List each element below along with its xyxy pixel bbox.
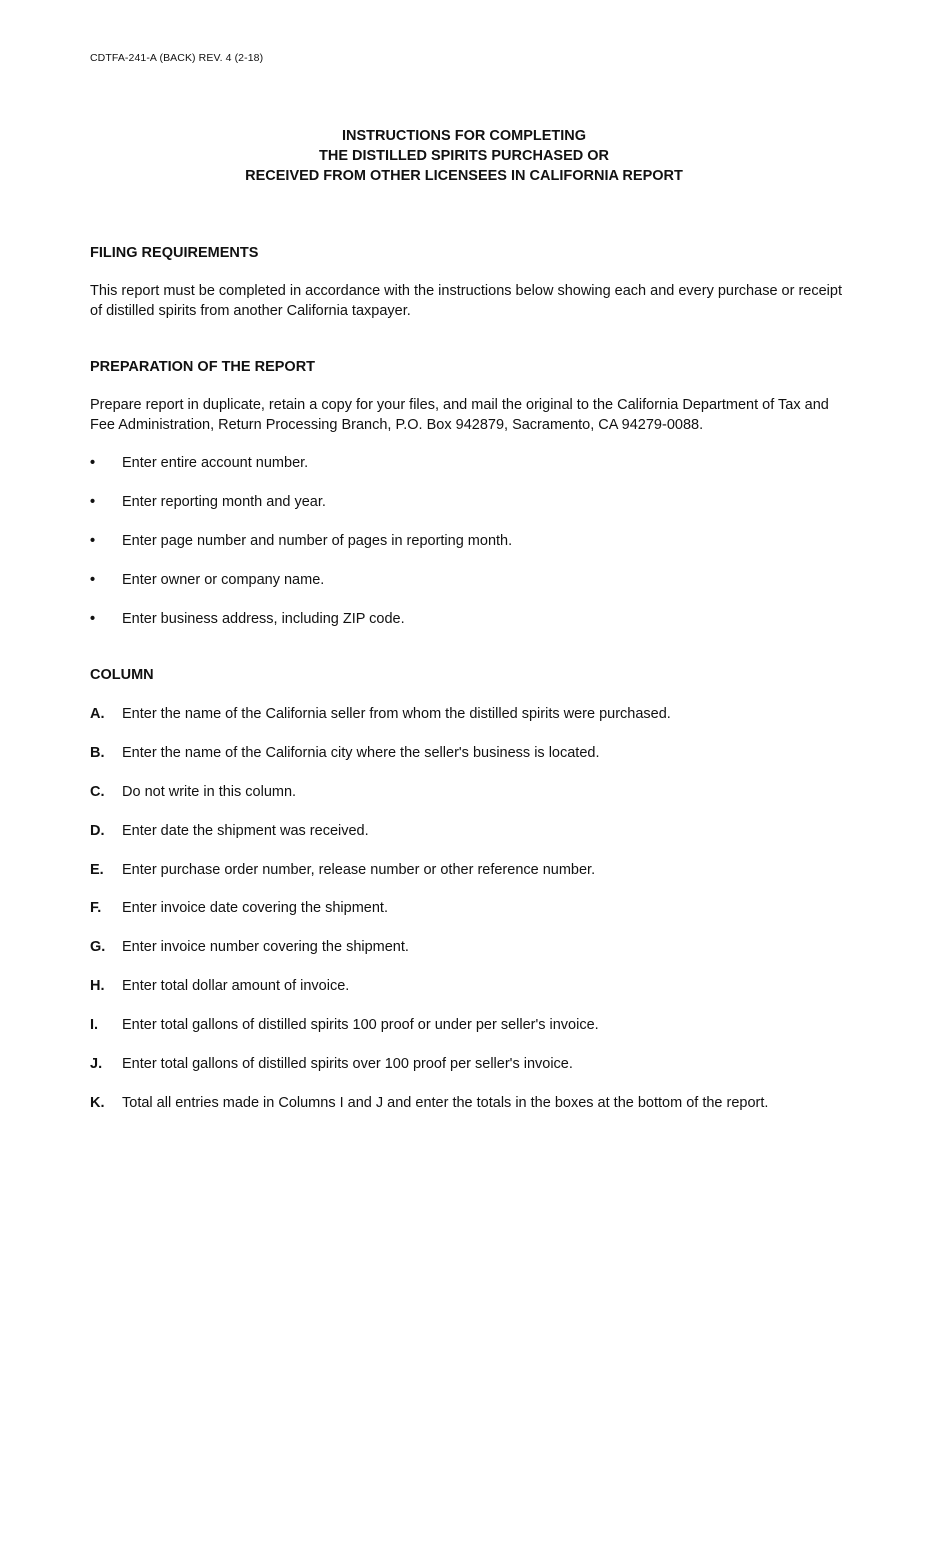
column-item <box>90 937 850 957</box>
bullet-text: Enter page number and number of pages in reporting month. <box>122 533 513 549</box>
bullet-icon: • <box>90 611 96 627</box>
column-letter: A. <box>90 706 105 722</box>
column-letter: D. <box>90 822 105 839</box>
title-line: RECEIVED FROM OTHER LICENSEES IN CALIFORNIA REPORT <box>245 168 683 184</box>
column-section <box>90 665 850 1113</box>
column-item <box>90 821 850 841</box>
filing-requirements-section <box>90 243 850 321</box>
bullet-item <box>90 570 850 590</box>
preparation-bullet-list <box>90 453 850 629</box>
column-letter: E. <box>90 861 104 878</box>
column-text: Enter the name of the California seller from whom the distilled spirits were purchased. <box>122 706 671 722</box>
column-text: Enter invoice number covering the shipment. <box>122 939 409 956</box>
bullet-text: Enter business address, including ZIP code. <box>122 611 405 627</box>
bullet-item <box>90 453 850 473</box>
column-item <box>90 743 850 763</box>
column-letter: B. <box>90 744 105 761</box>
column-letter: J. <box>90 1056 103 1073</box>
bullet-icon: • <box>90 455 96 471</box>
filing-requirements-heading: FILING REQUIREMENTS <box>90 245 259 261</box>
column-instruction-list <box>90 704 850 1113</box>
column-letter: C. <box>90 783 105 800</box>
column-item <box>90 1054 850 1074</box>
column-text: Enter date the shipment was received. <box>122 822 369 839</box>
column-letter: F. <box>90 900 102 917</box>
instructions-body <box>90 243 850 1132</box>
bullet-text: Enter entire account number. <box>122 455 309 471</box>
column-letter: I. <box>90 1017 99 1034</box>
column-text: Enter total gallons of distilled spirits 100 proof or under per seller's invoice. <box>122 1017 599 1034</box>
preparation-heading: PREPARATION OF THE REPORT <box>90 359 316 375</box>
title-line: THE DISTILLED SPIRITS PURCHASED OR <box>318 148 610 164</box>
column-item <box>90 976 850 996</box>
column-text: Enter total gallons of distilled spirits over 100 proof per seller's invoice. <box>122 1056 573 1073</box>
title-line: INSTRUCTIONS FOR COMPLETING <box>341 128 587 144</box>
column-text: Enter the name of the California city where the seller's business is located. <box>122 744 600 761</box>
column-item <box>90 898 850 918</box>
column-letter: H. <box>90 978 105 995</box>
column-item <box>90 704 850 724</box>
column-letter: G. <box>90 939 106 956</box>
column-heading: COLUMN <box>90 667 154 683</box>
column-item <box>90 860 850 880</box>
column-text: Total all entries made in Columns I and J and enter the totals in the boxes at the bottom of the report. <box>122 1094 769 1111</box>
column-text: Enter invoice date covering the shipment. <box>122 900 388 917</box>
bullet-text: Enter owner or company name. <box>122 572 325 588</box>
column-text: Enter purchase order number, release number or other reference number. <box>122 861 596 878</box>
column-item <box>90 1015 850 1035</box>
bullet-item <box>90 531 850 551</box>
column-text: Enter total dollar amount of invoice. <box>122 978 350 995</box>
form-id: CDTFA-241-A (BACK) REV. 4 (2-18) <box>90 52 264 64</box>
bullet-icon: • <box>90 572 96 588</box>
filing-requirements-text: This report must be completed in accordance with the instructions below showing each and every purchase or receipt of distilled spirits from another California taxpayer. <box>90 283 842 319</box>
column-letter: K. <box>90 1094 105 1111</box>
preparation-text: Prepare report in duplicate, retain a copy for your files, and mail the original to the California Department of Tax and Fee Administration, Return Processing Branch, P.O. Box 942879, Sacramento, CA 94279-0088. <box>90 397 829 433</box>
bullet-text: Enter reporting month and year. <box>122 494 326 510</box>
column-text: Do not write in this column. <box>122 783 297 800</box>
bullet-icon: • <box>90 533 96 549</box>
bullet-icon: • <box>90 494 96 510</box>
preparation-section <box>90 357 850 629</box>
bullet-item <box>90 492 850 512</box>
document-title <box>0 126 928 186</box>
bullet-item <box>90 609 850 629</box>
column-item <box>90 1093 850 1113</box>
column-item <box>90 782 850 802</box>
